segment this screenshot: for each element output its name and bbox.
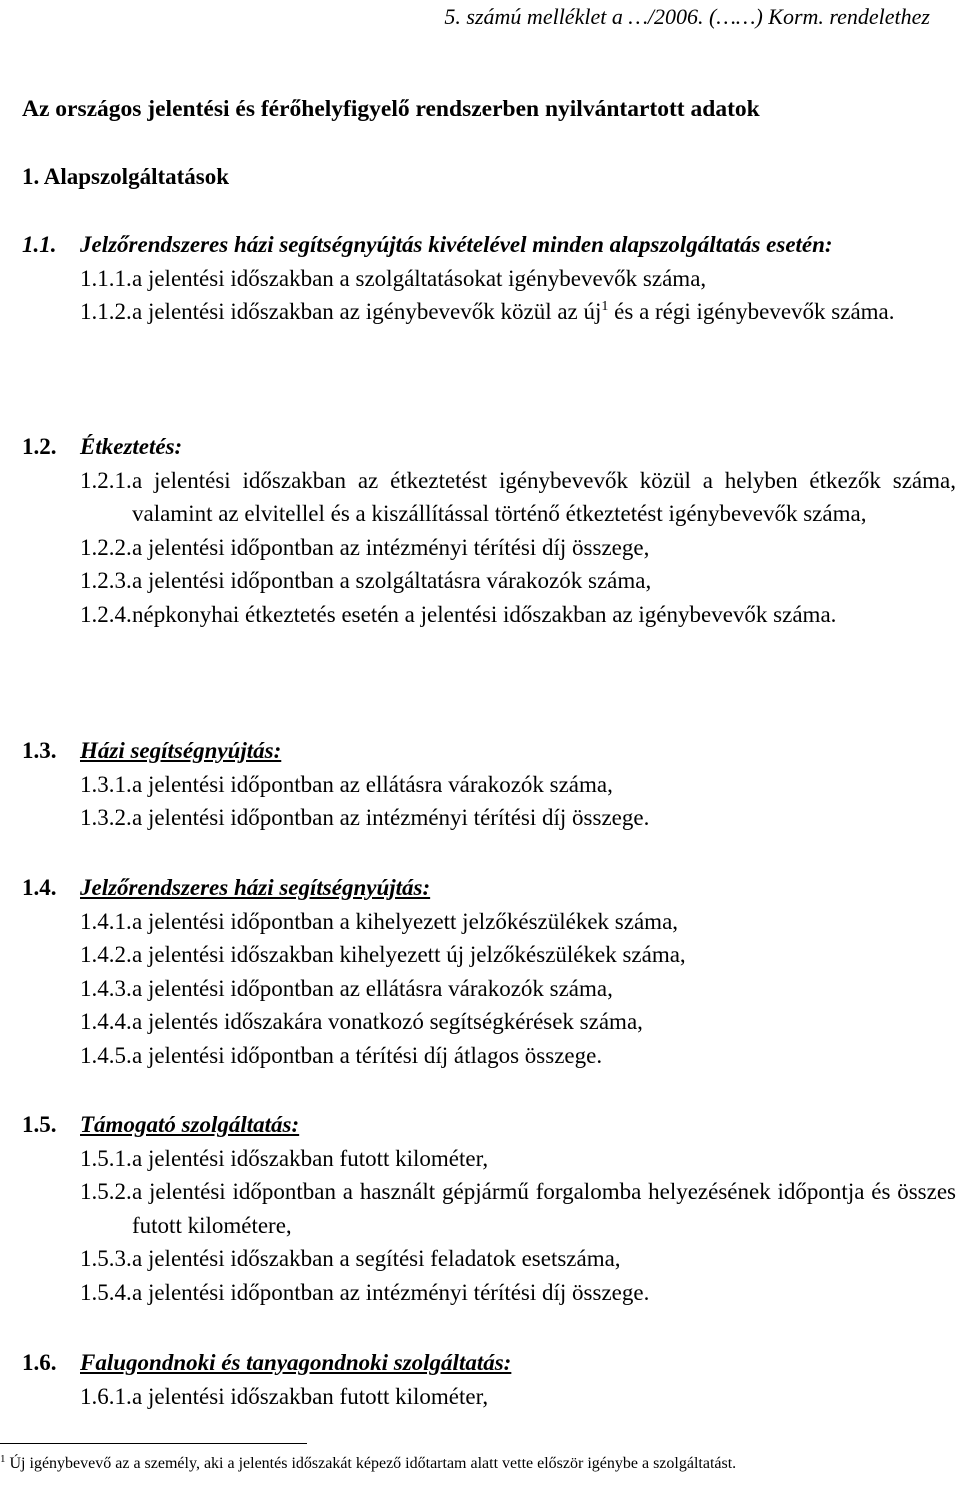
item-number: 1.5.3. xyxy=(80,1246,132,1271)
item-text: a jelentési időszakban az étkeztetést igénybevevők közül a helyben étkezők száma, valamint az elvitellel és a kiszállítással történő étkeztetést igénybevevők száma, xyxy=(132,467,956,526)
item-text: a jelentési időpontban az intézményi térítési díj összege. xyxy=(132,805,650,830)
section-heading xyxy=(22,734,956,768)
item-text: a jelentési időszakban az igénybevevők közül az új xyxy=(132,299,602,324)
item-text: a jelentési időszakban kihelyezett új jelzőkészülékek száma, xyxy=(132,942,686,967)
list-item xyxy=(80,938,956,972)
list-item xyxy=(80,768,956,802)
item-text: a jelentési időszakban futott kilométer, xyxy=(132,1145,489,1171)
item-list xyxy=(22,768,956,835)
item-text: a jelentési időpontban a kihelyezett jelzőkészülékek száma, xyxy=(132,908,679,934)
item-text: a jelentési időpontban a használt gépjármű forgalomba helyezésének időpontja és összes futott kilométere, xyxy=(132,1179,956,1238)
list-item xyxy=(80,1276,956,1310)
item-text: a jelentési időszakban a segítési feladatok esetszáma, xyxy=(132,1246,621,1271)
item-text: a jelentési időpontban az intézményi térítési díj összege. xyxy=(132,1279,650,1305)
item-number: 1.2.1. xyxy=(80,467,132,493)
section-number: 1.6. xyxy=(22,1350,57,1375)
section-1-2 xyxy=(22,430,956,631)
list-item xyxy=(80,262,956,296)
list-item xyxy=(80,905,956,939)
item-number: 1.5.4. xyxy=(80,1279,132,1305)
main-heading: 1. Alapszolgáltatások xyxy=(22,164,230,189)
list-item xyxy=(80,464,956,531)
item-list xyxy=(22,905,956,1073)
section-title: Támogató szolgáltatás: xyxy=(80,1112,300,1137)
section-1-1 xyxy=(22,228,956,329)
section-1-6 xyxy=(22,1346,956,1413)
list-item xyxy=(80,295,956,329)
item-text: a jelentési időpontban a térítési díj átlagos összege. xyxy=(132,1042,603,1068)
item-list xyxy=(22,1380,956,1414)
list-item xyxy=(80,1242,956,1276)
item-number: 1.3.1. xyxy=(80,771,132,797)
item-number: 1.5.2. xyxy=(80,1179,132,1204)
section-title: Falugondnoki és tanyagondnoki szolgáltatás: xyxy=(80,1350,512,1375)
item-text: a jelentési időpontban a szolgáltatásra várakozók száma, xyxy=(132,568,652,593)
footnote-text: Új igénybevevő az a személy, aki a jelentés időszakát képező időtartam alatt vette először igénybe a szolgáltatást. xyxy=(5,1455,737,1472)
annex-header: 5. számú melléklet a …/2006. (……) Korm. rendelethez xyxy=(444,4,930,29)
section-1-3 xyxy=(22,734,956,835)
section-number: 1.3. xyxy=(22,738,57,763)
section-1-5 xyxy=(22,1108,956,1309)
item-number: 1.3.2. xyxy=(80,805,132,830)
item-text: népkonyhai étkeztetés esetén a jelentési időszakban az igénybevevők száma. xyxy=(132,601,837,627)
item-text: a jelentési időszakban futott kilométer, xyxy=(132,1383,489,1409)
list-item xyxy=(80,972,956,1006)
section-1-4 xyxy=(22,871,956,1072)
item-number: 1.4.1. xyxy=(80,908,132,934)
item-list xyxy=(22,464,956,632)
list-item xyxy=(80,801,956,835)
item-number: 1.1.2. xyxy=(80,299,132,324)
footnote xyxy=(0,1452,940,1476)
document-title: Az országos jelentési és férőhelyfigyelő rendszerben nyilvántartott adatok xyxy=(22,96,760,122)
section-title: Házi segítségnyújtás: xyxy=(80,738,282,763)
item-number: 1.2.4. xyxy=(80,601,132,627)
item-number: 1.2.3. xyxy=(80,568,132,593)
section-title: Étkeztetés: xyxy=(80,434,183,459)
section-title: Jelzőrendszeres házi segítségnyújtás kivételével minden alapszolgáltatás esetén: xyxy=(80,232,833,257)
item-text: a jelentési időpontban az intézményi térítési díj összege, xyxy=(132,534,650,560)
list-item xyxy=(80,1380,956,1414)
section-heading xyxy=(22,1346,956,1380)
item-text: a jelentés időszakára vonatkozó segítségkérések száma, xyxy=(132,1009,643,1034)
section-number: 1.2. xyxy=(22,434,57,459)
section-number: 1.5. xyxy=(22,1112,57,1137)
list-item xyxy=(80,1142,956,1176)
item-number: 1.4.3. xyxy=(80,975,132,1001)
item-list xyxy=(22,1142,956,1310)
item-number: 1.4.5. xyxy=(80,1042,132,1068)
item-number: 1.5.1. xyxy=(80,1145,132,1171)
list-item xyxy=(80,531,956,565)
item-number: 1.2.2. xyxy=(80,534,132,560)
list-item xyxy=(80,564,956,598)
list-item xyxy=(80,1005,956,1039)
item-number: 1.4.2. xyxy=(80,942,132,967)
item-number: 1.4.4. xyxy=(80,1009,132,1034)
section-number: 1.4. xyxy=(22,875,57,900)
footnote-mark: 1 xyxy=(0,1453,6,1465)
item-text: a jelentési időszakban a szolgáltatásokat igénybevevők száma, xyxy=(132,265,707,291)
item-number: 1.1.1. xyxy=(80,265,132,291)
section-heading xyxy=(22,1108,956,1142)
section-title: Jelzőrendszeres házi segítségnyújtás: xyxy=(80,875,431,900)
item-number: 1.6.1. xyxy=(80,1383,132,1409)
section-heading xyxy=(22,228,956,262)
section-heading xyxy=(22,430,956,464)
list-item xyxy=(80,1039,956,1073)
section-number: 1.1. xyxy=(22,232,57,257)
footnote-reference: 1 xyxy=(601,299,609,314)
item-text: a jelentési időpontban az ellátásra várakozók száma, xyxy=(132,975,613,1001)
item-list xyxy=(22,262,956,329)
section-heading xyxy=(22,871,956,905)
item-text-continued: és a régi igénybevevők száma. xyxy=(608,299,895,324)
footnote-separator xyxy=(0,1443,307,1444)
list-item xyxy=(80,1175,956,1242)
list-item xyxy=(80,598,956,632)
item-text: a jelentési időpontban az ellátásra várakozók száma, xyxy=(132,771,613,797)
